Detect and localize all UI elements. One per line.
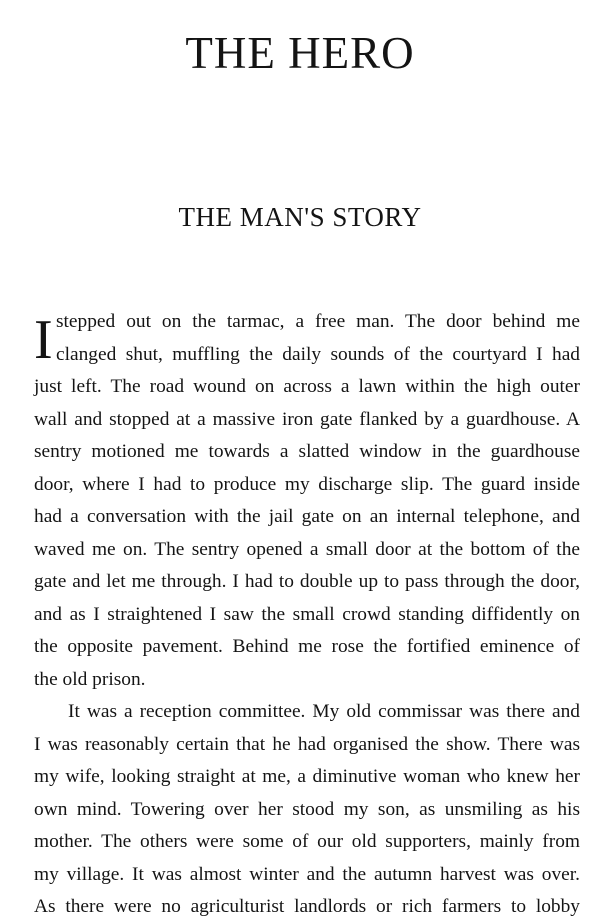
text-line: own mind. Towering over her stood my son, as unsmiling as his	[34, 798, 580, 820]
text-line: mother. The others were some of our old supporters, mainly from	[34, 831, 580, 852]
text-line: door, where I had to produce my discharge slip. The guard inside	[34, 473, 580, 495]
paragraph-2	[34, 696, 580, 924]
paragraph-1	[34, 306, 580, 696]
text-line: As there were no agriculturist landlords or rich farmers to lobby	[34, 896, 580, 917]
text-line: my wife, looking straight at me, a diminutive woman who knew her	[34, 766, 580, 787]
book-title: THE HERO	[185, 28, 415, 78]
text-line: stepped out on the tarmac, a free man. The door behind me	[56, 311, 580, 332]
text-line: clanged shut, muffling the daily sounds of the courtyard I had	[56, 343, 580, 365]
text-line: I was reasonably certain that he had organised the show. There was	[34, 733, 580, 755]
text-line: wall and stopped at a massive iron gate flanked by a guardhouse. A	[34, 408, 580, 430]
text-line: waved me on. The sentry opened a small door at the bottom of the	[34, 538, 580, 560]
text-line: had a conversation with the jail gate on an internal telephone, and	[34, 506, 580, 527]
text-line: gate and let me through. I had to double up to pass through the door,	[34, 571, 580, 592]
text-line: and as I straightened I saw the small crowd standing diffidently on	[34, 603, 580, 625]
text-line: just left. The road wound on across a lawn within the high outer	[34, 376, 580, 397]
text-line: It was a reception committee. My old commissar was there and	[68, 701, 580, 722]
chapter-title: THE MAN'S STORY	[178, 202, 422, 232]
drop-cap: I	[34, 309, 53, 371]
body-text	[34, 306, 580, 924]
text-line: the old prison.	[34, 668, 146, 690]
text-line: the opposite pavement. Behind me rose the fortified eminence of	[34, 636, 580, 657]
text-line: sentry motioned me towards a slatted window in the guardhouse	[34, 441, 580, 462]
text-line: my village. It was almost winter and the autumn harvest was over.	[34, 863, 580, 885]
